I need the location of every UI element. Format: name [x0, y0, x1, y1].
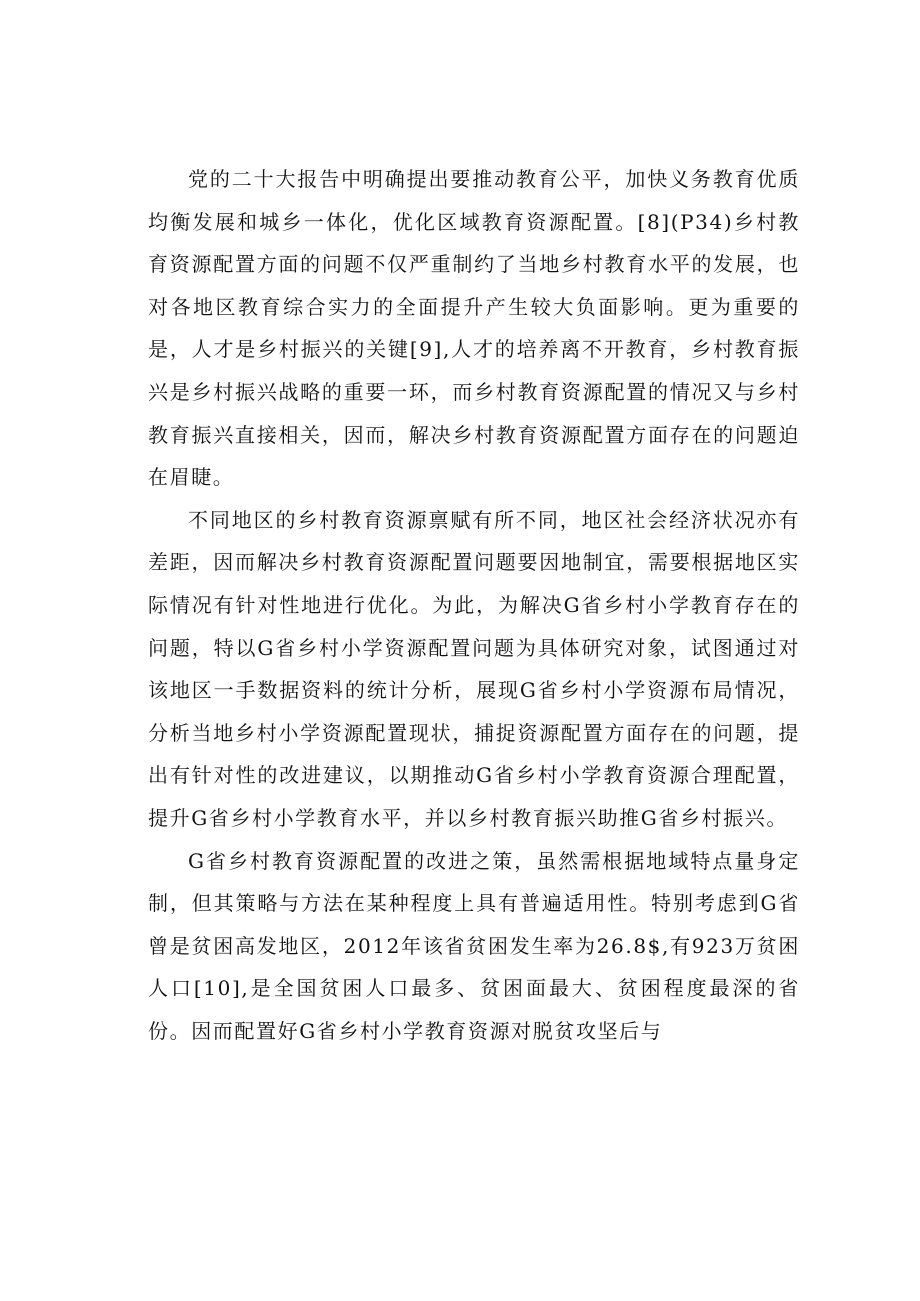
document-body: [148, 158, 800, 1052]
paragraph-2: 不同地区的乡村教育资源禀赋有所不同，地区社会经济状况亦有差距，因而解决乡村教育资源配置问题要因地制宜，需要根据地区实际情况有针对性地进行优化。为此，为解决G省乡村小学教育存在的问题，特以G省乡村小学资源配置问题为具体研究对象，试图通过对该地区一手数据资料的统计分析，展现G省乡村小学资源布局情况，分析当地乡村小学资源配置现状，捕捉资源配置方面存在的问题，提出有针对性的改进建议，以期推动G省乡村小学教育资源合理配置，提升G省乡村小学教育水平，并以乡村教育振兴助推G省乡村振兴。: [148, 507, 800, 830]
paragraph-1: 党的二十大报告中明确提出要推动教育公平，加快义务教育优质均衡发展和城乡一体化，优化区域教育资源配置。[8](P34)乡村教育资源配置方面的问题不仅严重制约了当地乡村教育水平的发展，也对各地区教育综合实力的全面提升产生较大负面影响。更为重要的是，人才是乡村振兴的关键[9],人才的培养离不开教育，乡村教育振兴是乡村振兴战略的重要一环，而乡村教育资源配置的情况又与乡村教育振兴直接相关，因而，解决乡村教育资源配置方面存在的问题迫在眉睫。: [148, 167, 800, 490]
paragraph-3: G省乡村教育资源配置的改进之策，虽然需根据地域特点量身定制，但其策略与方法在某种程度上具有普遍适用性。特别考虑到G省曾是贫困高发地区，2012年该省贫困发生率为26.8$,有923万贫困人口[10],是全国贫困人口最多、贫困面最大、贫困程度最深的省份。因而配置好G省乡村小学教育资源对脱贫攻坚后与: [148, 848, 800, 1043]
